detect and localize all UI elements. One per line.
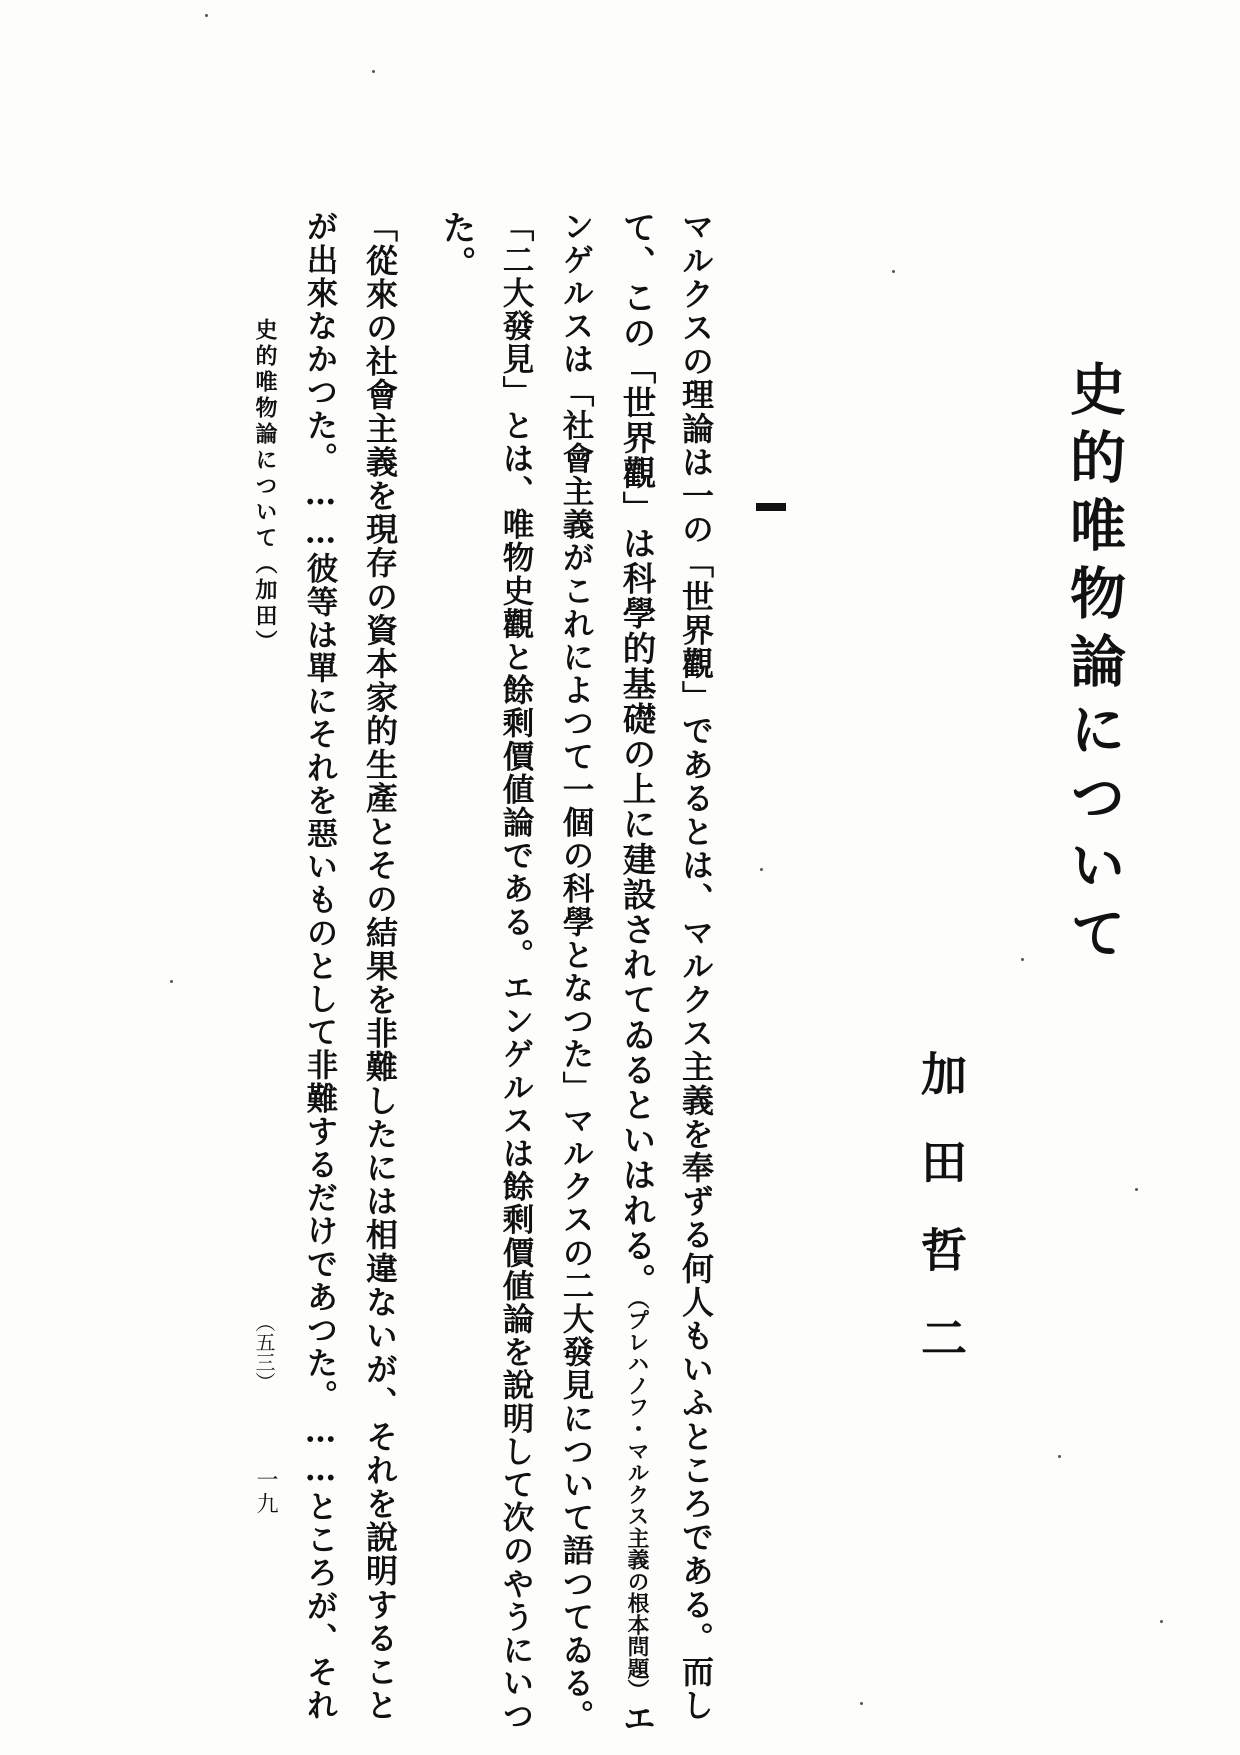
column-text: エ [617,1700,656,1736]
author-name: 加田哲二 [914,1050,968,1402]
scan-speck [205,14,208,17]
column-text: 「從來の社會主義を現存の資本家的生產とその結果を非難したには相違ないが、それを說明すること [361,210,399,1722]
body-column-6 [360,210,400,1722]
column-text: が出來なかつた。……彼等は單にそれを惡いものとして非難するだけであつた。……ところが、それ [302,210,339,1722]
original-page-number: （五三） [252,1312,276,1392]
body-column-2 [616,210,656,1736]
scan-speck [372,70,375,73]
column-text: て、この「世界觀」は科學的基礎の上に建設されてゐるといはれる。 [617,210,656,1299]
article-title: 史的唯物論について [1061,360,1127,972]
citation-note: （プレハノフ・マルクス主義の根本問題） [624,1298,649,1701]
body-column-7 [300,210,340,1722]
body-column-3 [556,210,596,1733]
column-text: た。 [436,210,476,282]
column-text: ンゲルスは「社會主義がこれによつて一個の科學となつた」マルクスの二大發見について語つてゐる。 [558,210,595,1733]
body-column-1 [676,210,716,1722]
running-title: 史的唯物論について（加田） [252,318,278,656]
scan-speck [892,270,895,273]
scan-speck [860,1702,863,1705]
scan-speck [1135,1188,1138,1191]
body-column-5 [436,210,476,281]
scan-speck [1058,1455,1061,1458]
body-column-4 [496,210,536,1733]
scan-speck [1160,1620,1163,1623]
section-number-one [756,503,786,511]
page-number: 一九 [253,1468,278,1516]
scan-speck [1021,958,1024,961]
column-text: マルクスの理論は一の「世界觀」であるとは、マルクス主義を奉ずる何人もいふところである。而し [677,210,715,1722]
scan-speck [170,980,173,983]
column-text: 「二大發見」とは、唯物史觀と餘剩價値論である。エンゲルスは餘剩價値論を說明して次のやうにいつ [498,210,535,1733]
scan-speck [760,868,763,871]
